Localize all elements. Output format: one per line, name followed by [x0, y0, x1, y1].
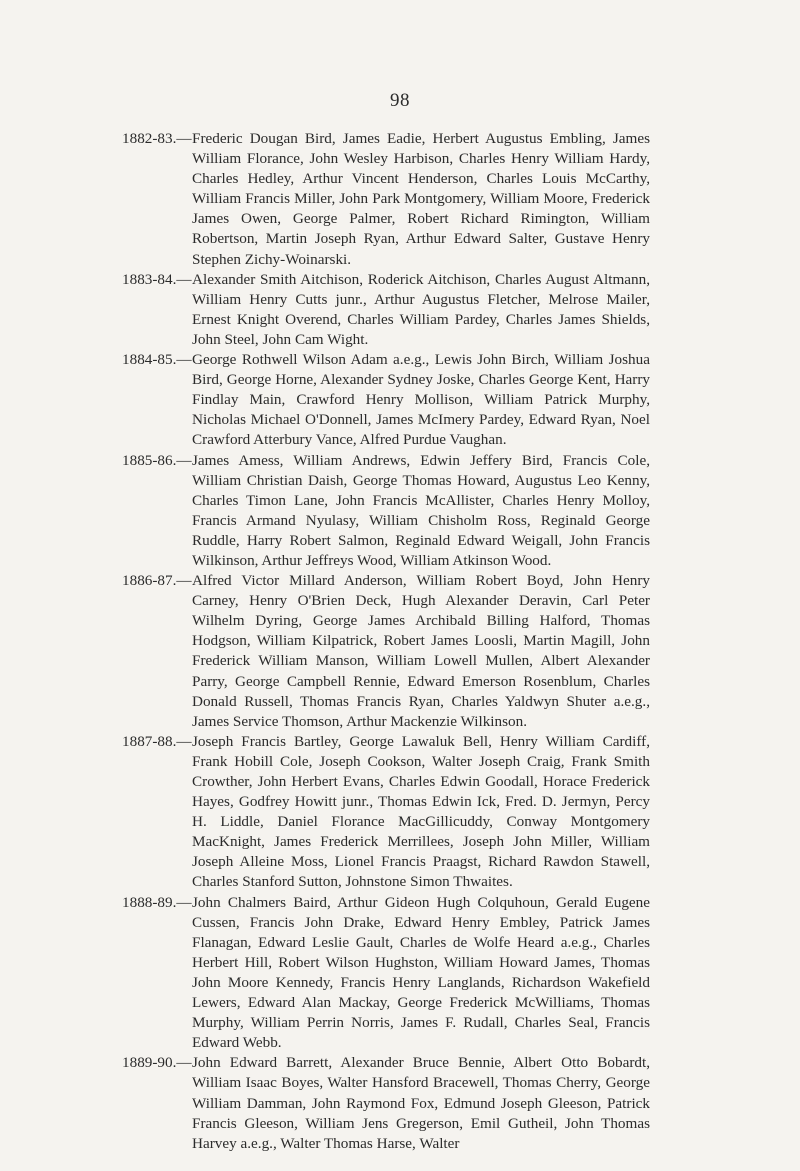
entry-names: John Chalmers Baird, Arthur Gideon Hugh Colquhoun, Gerald Eugene Cussen, Francis John Drake, Edward Henry Embley, Patrick James Flanagan, Edward Leslie Gault, Charles de Wolfe Heard a.e.g., Charles Herbert Hill, Robert Wilson Hughston, William Howard James, Thomas John Moore Kennedy, Francis Henry Langlands, Richardson Wakefield Lewers, Edward Alan Mackay, George Frederick McWilliams, Thomas Murphy, William Perrin Norris, James F. Rudall, Charles Seal, Francis Edward Webb.	[192, 893, 650, 1052]
entry-year: 1885-86.—	[122, 451, 192, 469]
entry-year: 1882-83.—	[122, 130, 192, 147]
entry-names: Joseph Francis Bartley, George Lawaluk Bell, Henry William Cardiff, Frank Hobill Cole, Joseph Cookson, Walter Joseph Craig, Frank Smith Crowther, John Herbert Evans, Charles Edwin Goodall, Horace Frederick Hayes, Godfrey Howitt junr., Thomas Edwin Ick, Fred. D. Jermyn, Percy H. Liddle, Daniel Florance MacGillicuddy, Conway Montgomery MacKnight, James Frederick Merrillees, Joseph John Miller, William Joseph Alleine Moss, Lionel Francis Praagst, Richard Rawdon Stawell, Charles Stanford Sutton, Johnstone Simon Thwaites.	[192, 732, 650, 891]
entry-1884-85	[122, 350, 650, 450]
entry-1886-87	[122, 571, 650, 732]
entry-1883-84	[122, 270, 650, 350]
entry-names: Alexander Smith Aitchison, Roderick Aitchison, Charles August Altmann, William Henry Cutts junr., Arthur Augustus Fletcher, Melrose Mailer, Ernest Knight Overend, Charles William Pardey, Charles James Shields, John Steel, John Cam Wight.	[192, 270, 650, 348]
entry-year: 1887-88.—	[122, 732, 192, 750]
entry-year: 1884-85.—	[122, 351, 192, 369]
entry-1882-83	[122, 129, 650, 270]
entry-year: 1889-90.—	[122, 1054, 192, 1072]
entry-names: Alfred Victor Millard Anderson, William Robert Boyd, John Henry Carney, Henry O'Brien Deck, Hugh Alexander Deravin, Carl Peter Wilhelm Dyring, George James Archibald Billing Halford, Thomas Hodgson, William Kilpatrick, Robert James Loosli, Martin Magill, John Frederick William Manson, William Lowell Mullen, Albert Alexander Parry, George Campbell Rennie, Edward Emerson Rosenblum, Charles Donald Russell, Thomas Francis Ryan, Charles Yaldwyn Shuter a.e.g., James Service Thomson, Arthur Mackenzie Wilkinson.	[192, 572, 650, 730]
entry-year: 1888-89.—	[122, 893, 192, 911]
entry-1889-90	[122, 1053, 650, 1153]
page-number: 98	[390, 90, 410, 111]
entry-year: 1883-84.—	[122, 270, 192, 288]
entry-1887-88	[122, 732, 650, 893]
entry-names: James Amess, William Andrews, Edwin Jeffery Bird, Francis Cole, William Christian Daish, George Thomas Howard, Augustus Leo Kenny, Charles Timon Lane, John Francis McAllister, Charles Henry Molloy, Francis Armand Nyulasy, William Chisholm Ross, Reginald George Ruddle, Harry Robert Salmon, Reginald Edward Weigall, John Francis Wilkinson, Arthur Jeffreys Wood, William Atkinson Wood.	[192, 451, 650, 569]
entry-names: Frederic Dougan Bird, James Eadie, Herbert Augustus Embling, James William Florance, John Wesley Harbison, Charles Henry William Hardy, Charles Hedley, Arthur Vincent Henderson, Charles Louis McCarthy, William Francis Miller, John Park Montgomery, William Moore, Frederick James Owen, George Palmer, Robert Richard Rimington, William Robertson, Martin Joseph Ryan, Arthur Edward Salter, Gustave Henry Stephen Zichy-Woinarski.	[192, 130, 650, 268]
entry-1888-89	[122, 893, 650, 1054]
entry-names: George Rothwell Wilson Adam a.e.g., Lewis John Birch, William Joshua Bird, George Horne, Alexander Sydney Joske, Charles George Kent, Harry Findlay Main, Crawford Henry Mollison, William Patrick Murphy, Nicholas Michael O'Donnell, James McImery Pardey, Edward Ryan, Noel Crawford Atterbury Vance, Alfred Purdue Vaughan.	[192, 351, 650, 449]
entry-names: John Edward Barrett, Alexander Bruce Bennie, Albert Otto Bobardt, William Isaac Boyes, Walter Hansford Bracewell, Thomas Cherry, George William Damman, John Raymond Fox, Edmund Joseph Gleeson, Patrick Francis Gleeson, William Jens Gregerson, Emil Gutheil, John Thomas Harvey a.e.g., Walter Thomas Harse, Walter	[192, 1054, 650, 1152]
entry-1885-86	[122, 451, 650, 572]
entry-year: 1886-87.—	[122, 572, 192, 590]
entry-list	[122, 129, 650, 1154]
